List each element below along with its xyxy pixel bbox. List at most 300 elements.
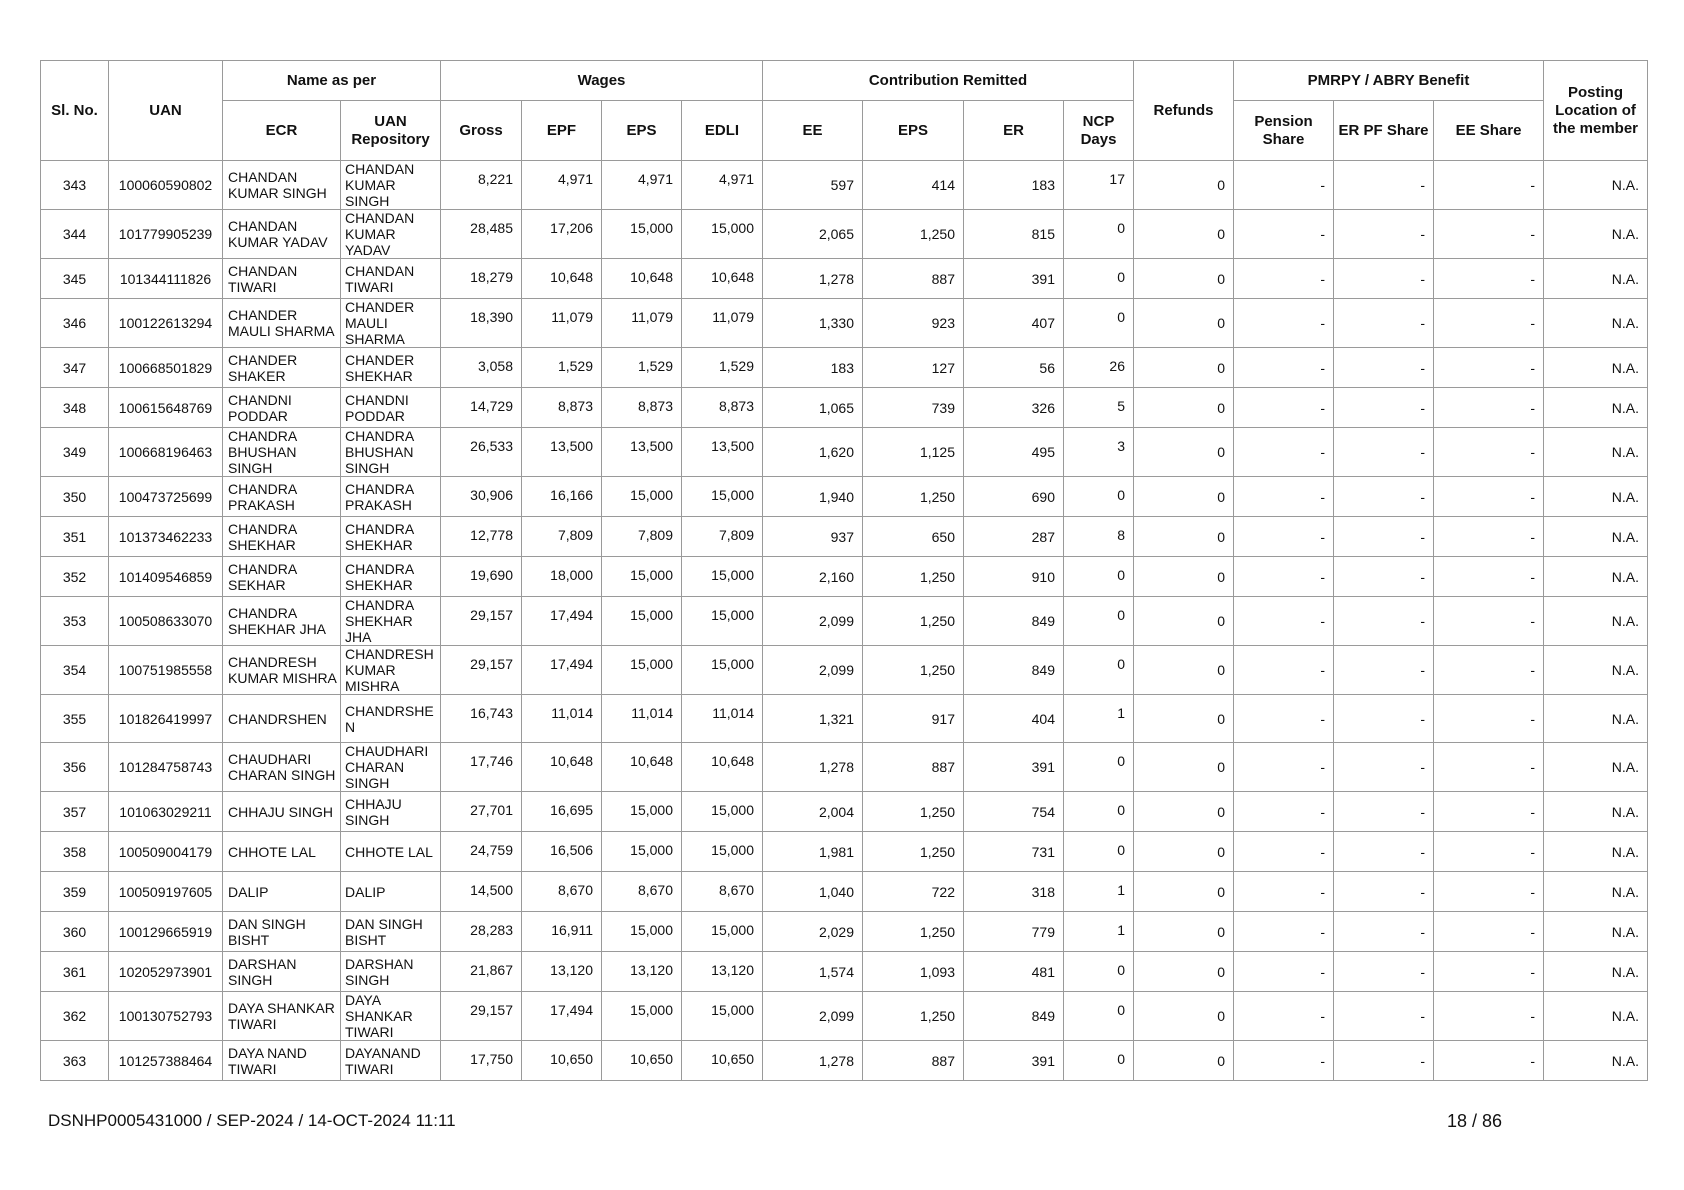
cell-ee-share: - bbox=[1434, 912, 1544, 952]
cell-posting-location: N.A. bbox=[1544, 428, 1648, 477]
cell-contrib-eps: 414 bbox=[863, 161, 964, 210]
cell-sl-no: 362 bbox=[41, 992, 109, 1041]
table-row bbox=[41, 428, 1648, 477]
cell-sl-no: 356 bbox=[41, 743, 109, 792]
cell-uan: 100668501829 bbox=[109, 348, 223, 388]
cell-eps: 15,000 bbox=[602, 210, 682, 259]
cell-ee: 1,574 bbox=[763, 952, 863, 992]
cell-ee: 1,278 bbox=[763, 743, 863, 792]
cell-ee-share: - bbox=[1434, 428, 1544, 477]
cell-uan: 101344111826 bbox=[109, 259, 223, 299]
cell-er-pf-share: - bbox=[1334, 259, 1434, 299]
cell-edli: 10,648 bbox=[682, 259, 763, 299]
header-er-pf-share: ER PF Share bbox=[1334, 101, 1434, 161]
cell-name-uan-repository: CHHOTE LAL bbox=[341, 832, 441, 872]
cell-contrib-eps: 127 bbox=[863, 348, 964, 388]
header-ee-share: EE Share bbox=[1434, 101, 1544, 161]
cell-er-pf-share: - bbox=[1334, 832, 1434, 872]
cell-pension-share: - bbox=[1234, 695, 1334, 743]
cell-refunds: 0 bbox=[1134, 348, 1234, 388]
header-edli: EDLI bbox=[682, 101, 763, 161]
cell-ee-share: - bbox=[1434, 952, 1544, 992]
cell-epf: 18,000 bbox=[522, 557, 602, 597]
cell-ee-share: - bbox=[1434, 388, 1544, 428]
cell-name-ecr: CHANDNI PODDAR bbox=[223, 388, 341, 428]
table-row bbox=[41, 517, 1648, 557]
cell-ncp-days: 26 bbox=[1064, 348, 1134, 388]
cell-name-ecr: DALIP bbox=[223, 872, 341, 912]
cell-er: 815 bbox=[964, 210, 1064, 259]
cell-gross: 17,750 bbox=[441, 1041, 522, 1081]
cell-contrib-eps: 887 bbox=[863, 1041, 964, 1081]
cell-er-pf-share: - bbox=[1334, 912, 1434, 952]
cell-posting-location: N.A. bbox=[1544, 912, 1648, 952]
cell-eps: 1,529 bbox=[602, 348, 682, 388]
cell-epf: 4,971 bbox=[522, 161, 602, 210]
cell-ee: 597 bbox=[763, 161, 863, 210]
cell-posting-location: N.A. bbox=[1544, 743, 1648, 792]
header-uan: UAN bbox=[109, 61, 223, 161]
cell-eps: 15,000 bbox=[602, 557, 682, 597]
cell-posting-location: N.A. bbox=[1544, 557, 1648, 597]
cell-pension-share: - bbox=[1234, 912, 1334, 952]
header-pension-share: Pension Share bbox=[1234, 101, 1334, 161]
cell-gross: 30,906 bbox=[441, 477, 522, 517]
cell-eps: 15,000 bbox=[602, 992, 682, 1041]
cell-sl-no: 346 bbox=[41, 299, 109, 348]
cell-pension-share: - bbox=[1234, 388, 1334, 428]
cell-contrib-eps: 917 bbox=[863, 695, 964, 743]
table-row bbox=[41, 992, 1648, 1041]
cell-er-pf-share: - bbox=[1334, 348, 1434, 388]
cell-ncp-days: 0 bbox=[1064, 992, 1134, 1041]
cell-name-ecr: CHANDER SHAKER bbox=[223, 348, 341, 388]
cell-epf: 16,911 bbox=[522, 912, 602, 952]
cell-name-ecr: CHANDRA SHEKHAR JHA bbox=[223, 597, 341, 646]
header-uan-repository: UAN Repository bbox=[341, 101, 441, 161]
cell-ncp-days: 0 bbox=[1064, 792, 1134, 832]
cell-contrib-eps: 1,125 bbox=[863, 428, 964, 477]
table-row bbox=[41, 1041, 1648, 1081]
cell-er-pf-share: - bbox=[1334, 646, 1434, 695]
cell-er: 391 bbox=[964, 743, 1064, 792]
cell-uan: 102052973901 bbox=[109, 952, 223, 992]
cell-edli: 11,014 bbox=[682, 695, 763, 743]
cell-contrib-eps: 1,250 bbox=[863, 557, 964, 597]
cell-gross: 28,485 bbox=[441, 210, 522, 259]
cell-ncp-days: 3 bbox=[1064, 428, 1134, 477]
cell-refunds: 0 bbox=[1134, 952, 1234, 992]
cell-refunds: 0 bbox=[1134, 388, 1234, 428]
cell-uan: 101779905239 bbox=[109, 210, 223, 259]
cell-er: 391 bbox=[964, 1041, 1064, 1081]
cell-name-uan-repository: CHANDAN KUMAR YADAV bbox=[341, 210, 441, 259]
cell-ee: 937 bbox=[763, 517, 863, 557]
cell-refunds: 0 bbox=[1134, 517, 1234, 557]
cell-epf: 11,079 bbox=[522, 299, 602, 348]
cell-posting-location: N.A. bbox=[1544, 517, 1648, 557]
cell-refunds: 0 bbox=[1134, 992, 1234, 1041]
cell-ee: 2,099 bbox=[763, 646, 863, 695]
table-row bbox=[41, 388, 1648, 428]
cell-er: 481 bbox=[964, 952, 1064, 992]
cell-edli: 4,971 bbox=[682, 161, 763, 210]
cell-edli: 15,000 bbox=[682, 557, 763, 597]
cell-refunds: 0 bbox=[1134, 210, 1234, 259]
cell-epf: 10,648 bbox=[522, 743, 602, 792]
cell-er: 404 bbox=[964, 695, 1064, 743]
cell-ee-share: - bbox=[1434, 992, 1544, 1041]
cell-ee: 1,620 bbox=[763, 428, 863, 477]
cell-ncp-days: 17 bbox=[1064, 161, 1134, 210]
table-row bbox=[41, 695, 1648, 743]
cell-eps: 4,971 bbox=[602, 161, 682, 210]
cell-gross: 24,759 bbox=[441, 832, 522, 872]
cell-name-uan-repository: DARSHAN SINGH bbox=[341, 952, 441, 992]
cell-name-uan-repository: CHAUDHARI CHARAN SINGH bbox=[341, 743, 441, 792]
cell-contrib-eps: 1,093 bbox=[863, 952, 964, 992]
cell-contrib-eps: 1,250 bbox=[863, 792, 964, 832]
cell-name-ecr: CHANDRA SEKHAR bbox=[223, 557, 341, 597]
cell-posting-location: N.A. bbox=[1544, 299, 1648, 348]
cell-epf: 16,506 bbox=[522, 832, 602, 872]
cell-ncp-days: 0 bbox=[1064, 832, 1134, 872]
cell-ee: 1,278 bbox=[763, 1041, 863, 1081]
cell-name-ecr: CHHOTE LAL bbox=[223, 832, 341, 872]
cell-name-ecr: CHAUDHARI CHARAN SINGH bbox=[223, 743, 341, 792]
cell-pension-share: - bbox=[1234, 992, 1334, 1041]
cell-eps: 13,500 bbox=[602, 428, 682, 477]
cell-er: 779 bbox=[964, 912, 1064, 952]
cell-refunds: 0 bbox=[1134, 695, 1234, 743]
cell-pension-share: - bbox=[1234, 259, 1334, 299]
cell-er-pf-share: - bbox=[1334, 557, 1434, 597]
header-epf: EPF bbox=[522, 101, 602, 161]
cell-contrib-eps: 722 bbox=[863, 872, 964, 912]
header-ecr: ECR bbox=[223, 101, 341, 161]
cell-posting-location: N.A. bbox=[1544, 792, 1648, 832]
cell-contrib-eps: 1,250 bbox=[863, 912, 964, 952]
cell-name-uan-repository: DAN SINGH BISHT bbox=[341, 912, 441, 952]
cell-gross: 28,283 bbox=[441, 912, 522, 952]
cell-sl-no: 354 bbox=[41, 646, 109, 695]
cell-sl-no: 349 bbox=[41, 428, 109, 477]
cell-name-uan-repository: CHANDRA SHEKHAR bbox=[341, 517, 441, 557]
table-row bbox=[41, 646, 1648, 695]
header-ee: EE bbox=[763, 101, 863, 161]
cell-contrib-eps: 887 bbox=[863, 259, 964, 299]
cell-ee-share: - bbox=[1434, 743, 1544, 792]
cell-er: 849 bbox=[964, 646, 1064, 695]
cell-ee-share: - bbox=[1434, 210, 1544, 259]
cell-uan: 100122613294 bbox=[109, 299, 223, 348]
cell-er: 731 bbox=[964, 832, 1064, 872]
cell-refunds: 0 bbox=[1134, 161, 1234, 210]
cell-posting-location: N.A. bbox=[1544, 477, 1648, 517]
cell-name-ecr: DAYA NAND TIWARI bbox=[223, 1041, 341, 1081]
table-row bbox=[41, 743, 1648, 792]
cell-pension-share: - bbox=[1234, 517, 1334, 557]
contribution-table bbox=[40, 60, 1648, 1081]
cell-pension-share: - bbox=[1234, 597, 1334, 646]
cell-ncp-days: 1 bbox=[1064, 912, 1134, 952]
cell-ee-share: - bbox=[1434, 161, 1544, 210]
cell-ee: 1,330 bbox=[763, 299, 863, 348]
cell-refunds: 0 bbox=[1134, 646, 1234, 695]
cell-gross: 12,778 bbox=[441, 517, 522, 557]
cell-gross: 8,221 bbox=[441, 161, 522, 210]
cell-ee: 183 bbox=[763, 348, 863, 388]
cell-name-ecr: CHANDAN TIWARI bbox=[223, 259, 341, 299]
cell-epf: 1,529 bbox=[522, 348, 602, 388]
cell-gross: 14,729 bbox=[441, 388, 522, 428]
cell-name-uan-repository: CHANDER MAULI SHARMA bbox=[341, 299, 441, 348]
cell-gross: 19,690 bbox=[441, 557, 522, 597]
cell-name-uan-repository: CHANDRSHE N bbox=[341, 695, 441, 743]
cell-ee: 1,940 bbox=[763, 477, 863, 517]
cell-sl-no: 359 bbox=[41, 872, 109, 912]
cell-eps: 11,014 bbox=[602, 695, 682, 743]
table-row bbox=[41, 299, 1648, 348]
table-row bbox=[41, 557, 1648, 597]
cell-er-pf-share: - bbox=[1334, 299, 1434, 348]
cell-uan: 100508633070 bbox=[109, 597, 223, 646]
cell-uan: 100473725699 bbox=[109, 477, 223, 517]
cell-uan: 100668196463 bbox=[109, 428, 223, 477]
cell-epf: 11,014 bbox=[522, 695, 602, 743]
cell-pension-share: - bbox=[1234, 792, 1334, 832]
cell-gross: 29,157 bbox=[441, 597, 522, 646]
cell-er-pf-share: - bbox=[1334, 992, 1434, 1041]
cell-uan: 100509197605 bbox=[109, 872, 223, 912]
cell-refunds: 0 bbox=[1134, 299, 1234, 348]
cell-gross: 3,058 bbox=[441, 348, 522, 388]
table-row bbox=[41, 597, 1648, 646]
cell-er-pf-share: - bbox=[1334, 477, 1434, 517]
cell-contrib-eps: 650 bbox=[863, 517, 964, 557]
cell-name-uan-repository: CHANDRA SHEKHAR JHA bbox=[341, 597, 441, 646]
cell-edli: 13,500 bbox=[682, 428, 763, 477]
cell-er: 754 bbox=[964, 792, 1064, 832]
cell-contrib-eps: 923 bbox=[863, 299, 964, 348]
cell-contrib-eps: 1,250 bbox=[863, 646, 964, 695]
cell-name-ecr: DARSHAN SINGH bbox=[223, 952, 341, 992]
cell-epf: 8,670 bbox=[522, 872, 602, 912]
cell-gross: 17,746 bbox=[441, 743, 522, 792]
cell-posting-location: N.A. bbox=[1544, 872, 1648, 912]
cell-gross: 14,500 bbox=[441, 872, 522, 912]
cell-ee-share: - bbox=[1434, 1041, 1544, 1081]
cell-er: 287 bbox=[964, 517, 1064, 557]
cell-ee-share: - bbox=[1434, 832, 1544, 872]
cell-ncp-days: 0 bbox=[1064, 210, 1134, 259]
cell-pension-share: - bbox=[1234, 299, 1334, 348]
cell-epf: 17,494 bbox=[522, 646, 602, 695]
cell-sl-no: 343 bbox=[41, 161, 109, 210]
table-row bbox=[41, 348, 1648, 388]
cell-ee-share: - bbox=[1434, 646, 1544, 695]
header-ncp-days: NCP Days bbox=[1064, 101, 1134, 161]
header-sl-no: Sl. No. bbox=[41, 61, 109, 161]
cell-edli: 15,000 bbox=[682, 597, 763, 646]
cell-refunds: 0 bbox=[1134, 912, 1234, 952]
cell-posting-location: N.A. bbox=[1544, 161, 1648, 210]
cell-sl-no: 358 bbox=[41, 832, 109, 872]
table-row bbox=[41, 952, 1648, 992]
cell-ncp-days: 1 bbox=[1064, 695, 1134, 743]
cell-uan: 101284758743 bbox=[109, 743, 223, 792]
cell-ee-share: - bbox=[1434, 597, 1544, 646]
cell-name-uan-repository: DALIP bbox=[341, 872, 441, 912]
cell-refunds: 0 bbox=[1134, 832, 1234, 872]
cell-refunds: 0 bbox=[1134, 743, 1234, 792]
cell-epf: 17,494 bbox=[522, 597, 602, 646]
cell-er-pf-share: - bbox=[1334, 161, 1434, 210]
cell-er: 849 bbox=[964, 992, 1064, 1041]
cell-er-pf-share: - bbox=[1334, 695, 1434, 743]
cell-pension-share: - bbox=[1234, 477, 1334, 517]
cell-edli: 7,809 bbox=[682, 517, 763, 557]
cell-ee: 2,004 bbox=[763, 792, 863, 832]
cell-name-ecr: CHANDRSHEN bbox=[223, 695, 341, 743]
cell-ncp-days: 0 bbox=[1064, 259, 1134, 299]
cell-epf: 16,695 bbox=[522, 792, 602, 832]
table-row bbox=[41, 792, 1648, 832]
cell-pension-share: - bbox=[1234, 557, 1334, 597]
cell-gross: 27,701 bbox=[441, 792, 522, 832]
cell-posting-location: N.A. bbox=[1544, 832, 1648, 872]
cell-ncp-days: 8 bbox=[1064, 517, 1134, 557]
cell-er-pf-share: - bbox=[1334, 388, 1434, 428]
cell-posting-location: N.A. bbox=[1544, 952, 1648, 992]
cell-sl-no: 352 bbox=[41, 557, 109, 597]
cell-sl-no: 351 bbox=[41, 517, 109, 557]
cell-uan: 101257388464 bbox=[109, 1041, 223, 1081]
cell-name-uan-repository: DAYANAND TIWARI bbox=[341, 1041, 441, 1081]
cell-eps: 13,120 bbox=[602, 952, 682, 992]
cell-contrib-eps: 1,250 bbox=[863, 477, 964, 517]
cell-sl-no: 361 bbox=[41, 952, 109, 992]
cell-pension-share: - bbox=[1234, 161, 1334, 210]
cell-contrib-eps: 1,250 bbox=[863, 210, 964, 259]
cell-edli: 8,873 bbox=[682, 388, 763, 428]
cell-uan: 101409546859 bbox=[109, 557, 223, 597]
cell-posting-location: N.A. bbox=[1544, 210, 1648, 259]
cell-ncp-days: 1 bbox=[1064, 872, 1134, 912]
cell-edli: 15,000 bbox=[682, 477, 763, 517]
cell-pension-share: - bbox=[1234, 952, 1334, 992]
cell-ncp-days: 0 bbox=[1064, 477, 1134, 517]
cell-ee-share: - bbox=[1434, 557, 1544, 597]
table-row bbox=[41, 259, 1648, 299]
cell-epf: 13,120 bbox=[522, 952, 602, 992]
cell-contrib-eps: 887 bbox=[863, 743, 964, 792]
cell-edli: 8,670 bbox=[682, 872, 763, 912]
cell-ee-share: - bbox=[1434, 477, 1544, 517]
cell-pension-share: - bbox=[1234, 872, 1334, 912]
cell-posting-location: N.A. bbox=[1544, 388, 1648, 428]
cell-eps: 8,873 bbox=[602, 388, 682, 428]
cell-epf: 7,809 bbox=[522, 517, 602, 557]
cell-er-pf-share: - bbox=[1334, 743, 1434, 792]
cell-ee: 2,099 bbox=[763, 992, 863, 1041]
cell-ee: 2,160 bbox=[763, 557, 863, 597]
cell-ee: 2,065 bbox=[763, 210, 863, 259]
cell-edli: 10,650 bbox=[682, 1041, 763, 1081]
cell-eps: 15,000 bbox=[602, 477, 682, 517]
cell-edli: 10,648 bbox=[682, 743, 763, 792]
cell-pension-share: - bbox=[1234, 348, 1334, 388]
cell-name-ecr: DAN SINGH BISHT bbox=[223, 912, 341, 952]
cell-pension-share: - bbox=[1234, 832, 1334, 872]
cell-refunds: 0 bbox=[1134, 597, 1234, 646]
footer-document-id: DSNHP0005431000 / SEP-2024 / 14-OCT-2024 11:11 bbox=[48, 1111, 456, 1130]
cell-uan: 100130752793 bbox=[109, 992, 223, 1041]
cell-eps: 11,079 bbox=[602, 299, 682, 348]
cell-er-pf-share: - bbox=[1334, 597, 1434, 646]
cell-posting-location: N.A. bbox=[1544, 1041, 1648, 1081]
cell-refunds: 0 bbox=[1134, 557, 1234, 597]
cell-er: 326 bbox=[964, 388, 1064, 428]
cell-er: 407 bbox=[964, 299, 1064, 348]
cell-eps: 10,648 bbox=[602, 259, 682, 299]
cell-uan: 100615648769 bbox=[109, 388, 223, 428]
cell-posting-location: N.A. bbox=[1544, 259, 1648, 299]
cell-gross: 29,157 bbox=[441, 992, 522, 1041]
cell-edli: 1,529 bbox=[682, 348, 763, 388]
cell-name-ecr: CHANDRA SHEKHAR bbox=[223, 517, 341, 557]
cell-name-uan-repository: DAYA SHANKAR TIWARI bbox=[341, 992, 441, 1041]
cell-posting-location: N.A. bbox=[1544, 348, 1648, 388]
cell-eps: 15,000 bbox=[602, 646, 682, 695]
cell-pension-share: - bbox=[1234, 646, 1334, 695]
cell-edli: 15,000 bbox=[682, 646, 763, 695]
cell-uan: 101063029211 bbox=[109, 792, 223, 832]
cell-name-ecr: CHANDRA PRAKASH bbox=[223, 477, 341, 517]
cell-ncp-days: 0 bbox=[1064, 646, 1134, 695]
table-row bbox=[41, 477, 1648, 517]
cell-eps: 8,670 bbox=[602, 872, 682, 912]
cell-ncp-days: 5 bbox=[1064, 388, 1134, 428]
header-eps: EPS bbox=[602, 101, 682, 161]
cell-sl-no: 345 bbox=[41, 259, 109, 299]
cell-ee: 1,321 bbox=[763, 695, 863, 743]
cell-contrib-eps: 739 bbox=[863, 388, 964, 428]
cell-edli: 15,000 bbox=[682, 992, 763, 1041]
cell-edli: 15,000 bbox=[682, 210, 763, 259]
cell-contrib-eps: 1,250 bbox=[863, 992, 964, 1041]
cell-sl-no: 357 bbox=[41, 792, 109, 832]
cell-edli: 15,000 bbox=[682, 792, 763, 832]
cell-gross: 21,867 bbox=[441, 952, 522, 992]
cell-refunds: 0 bbox=[1134, 428, 1234, 477]
table-row bbox=[41, 161, 1648, 210]
cell-ee-share: - bbox=[1434, 259, 1544, 299]
cell-er: 690 bbox=[964, 477, 1064, 517]
header-contrib-eps: EPS bbox=[863, 101, 964, 161]
cell-ncp-days: 0 bbox=[1064, 557, 1134, 597]
cell-uan: 100060590802 bbox=[109, 161, 223, 210]
cell-ee-share: - bbox=[1434, 517, 1544, 557]
header-name-as-per: Name as per bbox=[223, 61, 441, 101]
header-posting-location: Posting Location of the member bbox=[1544, 61, 1648, 161]
cell-uan: 100129665919 bbox=[109, 912, 223, 952]
cell-name-uan-repository: CHANDRA PRAKASH bbox=[341, 477, 441, 517]
cell-sl-no: 347 bbox=[41, 348, 109, 388]
cell-eps: 7,809 bbox=[602, 517, 682, 557]
cell-ee: 1,040 bbox=[763, 872, 863, 912]
cell-edli: 11,079 bbox=[682, 299, 763, 348]
